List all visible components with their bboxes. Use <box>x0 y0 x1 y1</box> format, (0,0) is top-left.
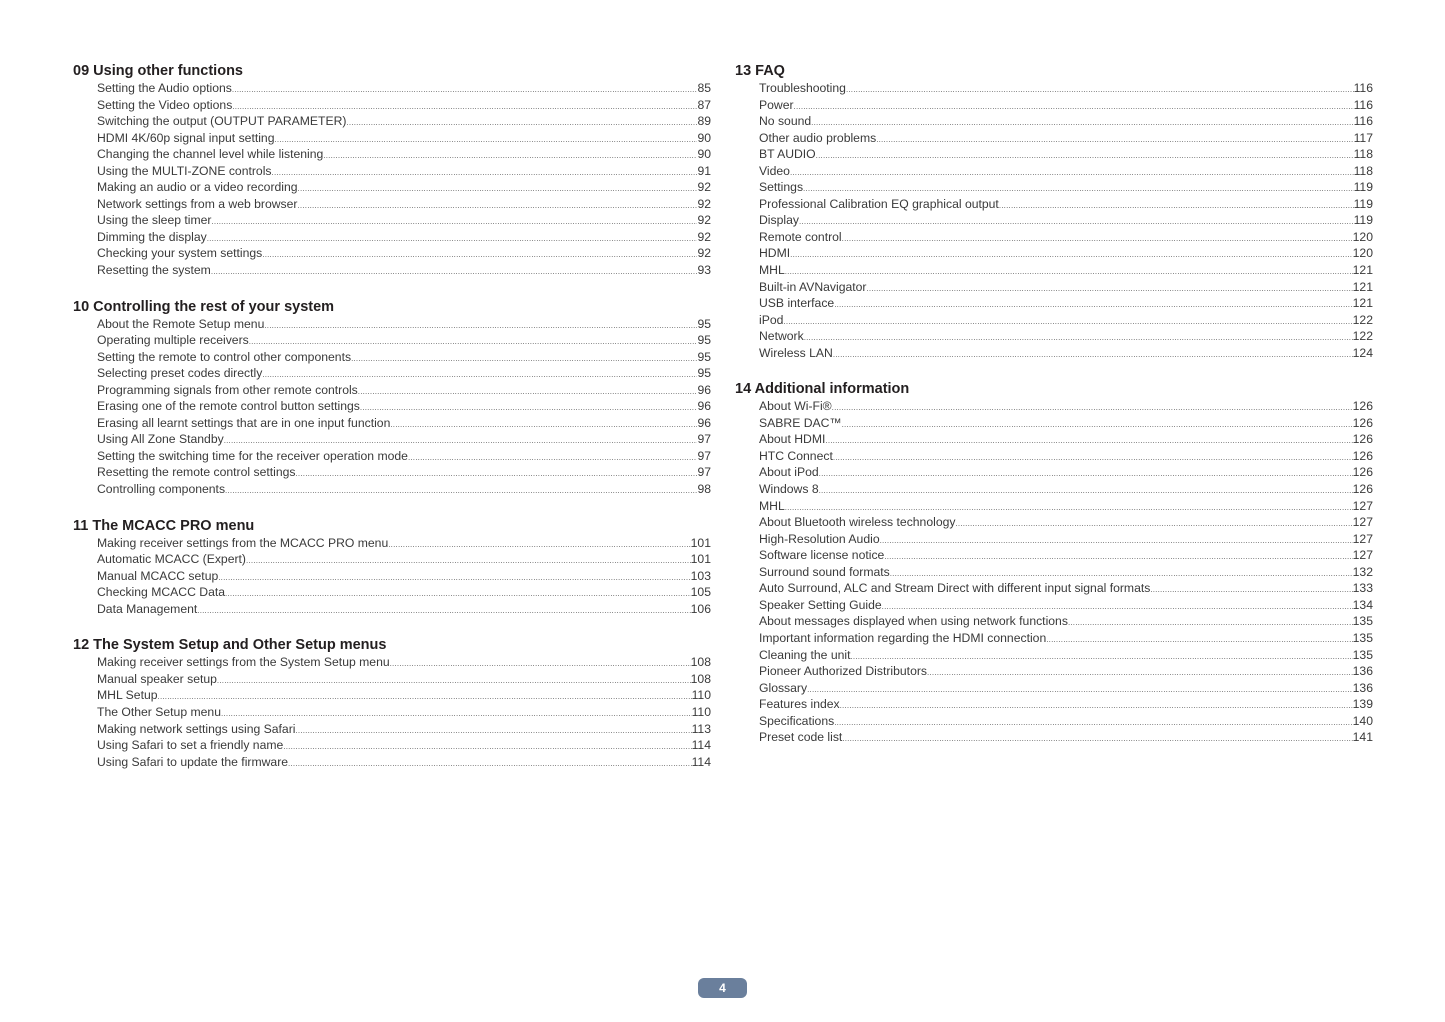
entry-page-number: 135 <box>1352 630 1373 645</box>
entry-page-number: 97 <box>697 448 711 463</box>
entry-page-number: 127 <box>1352 531 1373 546</box>
entry-page-number: 110 <box>691 688 711 703</box>
dot-leader <box>816 148 1354 165</box>
entry-label: Using Safari to set a friendly name <box>97 738 284 753</box>
dot-leader <box>408 450 697 467</box>
entry-page-number: 126 <box>1352 399 1373 414</box>
entry-label: About messages displayed when using network functions <box>759 614 1068 629</box>
toc-entry[interactable] <box>759 547 1373 564</box>
entry-page-number: 136 <box>1352 664 1373 679</box>
toc-entry[interactable] <box>759 464 1373 481</box>
toc-entry[interactable] <box>759 481 1373 498</box>
dot-leader <box>288 756 692 773</box>
dot-leader <box>295 723 691 740</box>
toc-entry[interactable] <box>759 613 1373 630</box>
entry-page-number: 124 <box>1352 345 1373 360</box>
toc-left-column <box>73 62 711 789</box>
entry-page-number: 113 <box>691 721 711 736</box>
dot-leader <box>785 264 1353 281</box>
dot-leader <box>298 181 698 198</box>
entry-page-number: 97 <box>697 432 711 447</box>
toc-entry[interactable] <box>759 680 1373 697</box>
entry-label: Selecting preset codes directly <box>97 366 263 381</box>
toc-entry[interactable] <box>97 97 711 114</box>
entry-label: Remote control <box>759 229 842 244</box>
entry-page-number: 105 <box>690 585 711 600</box>
toc-entry[interactable] <box>759 212 1373 229</box>
entry-label: The Other Setup menu <box>97 704 221 719</box>
entry-label: Preset code list <box>759 730 843 745</box>
entry-label: Erasing all learnt settings that are in one input function <box>97 415 391 430</box>
dot-leader <box>811 115 1353 132</box>
entry-label: About iPod <box>759 465 819 480</box>
dot-leader <box>842 231 1353 248</box>
dot-leader <box>283 739 691 756</box>
entry-label: Using All Zone Standby <box>97 432 224 447</box>
entry-label: USB interface <box>759 296 835 311</box>
entry-label: About Bluetooth wireless technology <box>759 515 956 530</box>
entry-page-number: 96 <box>697 415 711 430</box>
toc-entry[interactable] <box>759 531 1373 548</box>
dot-leader <box>866 281 1352 298</box>
entry-page-number: 139 <box>1352 697 1373 712</box>
entry-label: Manual speaker setup <box>97 671 217 686</box>
toc-entry[interactable] <box>759 97 1373 114</box>
entry-label: BT AUDIO <box>759 147 816 162</box>
entry-page-number: 95 <box>697 349 711 364</box>
toc-entry[interactable] <box>759 663 1373 680</box>
dot-leader <box>834 715 1352 732</box>
entry-label: Making receiver settings from the MCACC PRO menu <box>97 535 389 550</box>
toc-entry[interactable] <box>97 754 711 771</box>
entry-page-number: 133 <box>1352 581 1373 596</box>
dot-leader <box>832 400 1353 417</box>
entry-page-number: 103 <box>690 568 711 583</box>
entry-label: Glossary <box>759 680 808 695</box>
toc-entry[interactable] <box>759 245 1373 262</box>
toc-entry[interactable] <box>759 696 1373 713</box>
entry-page-number: 141 <box>1352 730 1373 745</box>
entry-page-number: 85 <box>697 81 711 95</box>
toc-entry[interactable] <box>759 196 1373 213</box>
entry-label: Checking your system settings <box>97 246 263 261</box>
dot-leader <box>218 570 690 587</box>
dot-leader <box>783 314 1352 331</box>
toc-entry[interactable] <box>759 398 1373 415</box>
dot-leader <box>804 330 1353 347</box>
entry-label: Power <box>759 97 794 112</box>
section-title: 13 FAQ <box>735 63 785 79</box>
toc-entry[interactable] <box>97 382 711 399</box>
toc-entry[interactable] <box>97 431 711 448</box>
dot-leader <box>275 132 698 149</box>
toc-entry[interactable] <box>759 564 1373 581</box>
dot-leader <box>225 483 697 500</box>
toc-entry[interactable] <box>97 179 711 196</box>
toc-entry[interactable] <box>97 316 711 333</box>
section-title: 09 Using other functions <box>73 63 243 79</box>
entry-page-number: 116 <box>1353 81 1373 95</box>
entry-label: HDMI <box>759 246 791 261</box>
dot-leader <box>158 689 692 706</box>
toc-entry[interactable] <box>97 415 711 432</box>
toc-entry[interactable] <box>97 245 711 262</box>
dot-leader <box>232 82 698 99</box>
entry-label: MHL <box>759 263 785 278</box>
dot-leader <box>819 466 1353 483</box>
dot-leader <box>388 537 690 554</box>
entry-page-number: 93 <box>697 263 711 278</box>
dot-leader <box>790 247 1353 264</box>
entry-label: Using the sleep timer <box>97 213 212 228</box>
entry-page-number: 110 <box>691 704 711 719</box>
toc-entry[interactable] <box>759 130 1373 147</box>
entry-label: Setting the Audio options <box>97 81 232 95</box>
dot-leader <box>876 132 1353 149</box>
entry-label: Built-in AVNavigator <box>759 279 867 294</box>
entry-page-number: 92 <box>697 229 711 244</box>
entry-label: Resetting the remote control settings <box>97 465 296 480</box>
entry-page-number: 101 <box>690 552 711 567</box>
dot-leader <box>298 198 698 215</box>
entry-label: Checking MCACC Data <box>97 585 226 600</box>
entry-label: Troubleshooting <box>759 81 846 95</box>
dot-leader <box>262 247 697 264</box>
toc-entry[interactable] <box>759 597 1373 614</box>
entry-label: Erasing one of the remote control button settings <box>97 399 360 414</box>
toc-entry[interactable] <box>97 535 711 552</box>
entry-label: Software license notice <box>759 548 885 563</box>
entry-label: Surround sound formats <box>759 564 890 579</box>
entry-label: Auto Surround, ALC and Stream Direct with different input signal formats <box>759 581 1151 596</box>
entry-label: Using the MULTI-ZONE controls <box>97 163 272 178</box>
toc-entry[interactable] <box>97 229 711 246</box>
entry-page-number: 119 <box>1353 213 1373 228</box>
entry-label: Other audio problems <box>759 130 877 145</box>
dot-leader <box>390 417 697 434</box>
entry-page-number: 118 <box>1353 147 1373 162</box>
entry-label: Switching the output (OUTPUT PARAMETER) <box>97 114 347 129</box>
entry-page-number: 135 <box>1352 647 1373 662</box>
entry-page-number: 92 <box>697 196 711 211</box>
toc-entry[interactable] <box>97 671 711 688</box>
entry-page-number: 126 <box>1352 482 1373 497</box>
toc-entry[interactable] <box>759 295 1373 312</box>
dot-leader <box>842 417 1353 434</box>
toc-entry[interactable] <box>759 514 1373 531</box>
page-number-badge: 4 <box>698 978 747 998</box>
entry-label: MHL Setup <box>97 688 158 703</box>
entry-label: SABRE DAC™ <box>759 415 842 430</box>
dot-leader <box>834 297 1352 314</box>
entry-page-number: 120 <box>1352 229 1373 244</box>
toc-entry[interactable] <box>97 551 711 568</box>
entry-label: Operating multiple receivers <box>97 333 249 348</box>
toc-entry[interactable] <box>759 498 1373 515</box>
dot-leader <box>225 586 691 603</box>
toc-right-column <box>735 62 1373 765</box>
entry-page-number: 92 <box>697 213 711 228</box>
toc-section <box>73 636 711 770</box>
entry-label: Resetting the system <box>97 263 211 278</box>
dot-leader <box>819 483 1353 500</box>
dot-leader <box>358 384 698 401</box>
toc-entry[interactable] <box>759 713 1373 730</box>
entry-label: Automatic MCACC (Expert) <box>97 552 246 567</box>
entry-page-number: 95 <box>697 366 711 381</box>
toc-entry[interactable] <box>97 481 711 498</box>
toc-section <box>73 62 711 279</box>
entry-label: HTC Connect <box>759 448 833 463</box>
toc-entry[interactable] <box>97 349 711 366</box>
entry-page-number: 127 <box>1352 548 1373 563</box>
toc-entry[interactable] <box>97 332 711 349</box>
toc-entry[interactable] <box>759 279 1373 296</box>
entry-label: Settings <box>759 180 804 195</box>
entry-page-number: 96 <box>697 382 711 397</box>
entry-page-number: 92 <box>697 246 711 261</box>
entry-page-number: 122 <box>1352 329 1373 344</box>
toc-entry[interactable] <box>97 654 711 671</box>
dot-leader <box>272 165 698 182</box>
dot-leader <box>884 549 1352 566</box>
entry-page-number: 134 <box>1352 597 1373 612</box>
dot-leader <box>264 318 697 335</box>
toc-section <box>73 517 711 618</box>
toc-entry[interactable] <box>97 365 711 382</box>
toc-entry[interactable] <box>759 229 1373 246</box>
entry-label: Using Safari to update the firmware <box>97 754 289 769</box>
entry-page-number: 126 <box>1352 432 1373 447</box>
entry-label: Specifications <box>759 713 835 728</box>
entry-page-number: 126 <box>1352 448 1373 463</box>
entry-label: Windows 8 <box>759 482 819 497</box>
toc-entry[interactable] <box>97 568 711 585</box>
dot-leader <box>1150 582 1352 599</box>
dot-leader <box>211 214 697 231</box>
entry-page-number: 136 <box>1352 680 1373 695</box>
entry-label: About HDMI <box>759 432 826 447</box>
dot-leader <box>790 165 1354 182</box>
dot-leader <box>207 231 698 248</box>
entry-page-number: 95 <box>697 333 711 348</box>
entry-page-number: 87 <box>697 97 711 112</box>
entry-label: Manual MCACC setup <box>97 568 219 583</box>
toc-entry[interactable] <box>97 704 711 721</box>
toc-entry[interactable] <box>759 179 1373 196</box>
entry-label: Network settings from a web browser <box>97 196 298 211</box>
entry-label: Important information regarding the HDMI connection <box>759 630 1047 645</box>
toc-entry[interactable] <box>97 163 711 180</box>
dot-leader <box>351 351 697 368</box>
toc-entry[interactable] <box>759 415 1373 432</box>
dot-leader <box>197 603 690 620</box>
toc-entry[interactable] <box>97 80 711 97</box>
toc-entry[interactable] <box>759 146 1373 163</box>
entry-page-number: 90 <box>697 147 711 162</box>
entry-label: Setting the remote to control other components <box>97 349 352 364</box>
entry-page-number: 96 <box>697 399 711 414</box>
toc-section <box>735 380 1373 745</box>
entry-label: Controlling components <box>97 482 226 497</box>
toc-section <box>735 62 1373 361</box>
dot-leader <box>360 400 698 417</box>
toc-entry[interactable] <box>759 262 1373 279</box>
dot-leader <box>1046 632 1352 649</box>
entry-page-number: 117 <box>1353 130 1373 145</box>
toc-entry[interactable] <box>759 345 1373 362</box>
entry-label: Wireless LAN <box>759 345 833 360</box>
dot-leader <box>211 264 698 281</box>
toc-entry[interactable] <box>97 687 711 704</box>
dot-leader <box>346 115 697 132</box>
toc-entry[interactable] <box>759 328 1373 345</box>
toc-entry[interactable] <box>97 212 711 229</box>
entry-page-number: 121 <box>1352 296 1373 311</box>
dot-leader <box>846 82 1354 99</box>
entry-page-number: 95 <box>697 316 711 331</box>
entry-page-number: 126 <box>1352 465 1373 480</box>
toc-entry[interactable] <box>759 580 1373 597</box>
entry-page-number: 119 <box>1353 196 1373 211</box>
dot-leader <box>999 198 1354 215</box>
dot-leader <box>390 656 691 673</box>
entry-label: Video <box>759 163 790 178</box>
entry-page-number: 119 <box>1353 180 1373 195</box>
dot-leader <box>246 553 691 570</box>
entry-page-number: 108 <box>690 655 711 670</box>
entry-page-number: 98 <box>697 482 711 497</box>
dot-leader <box>833 347 1353 364</box>
toc-entry[interactable] <box>759 630 1373 647</box>
entry-page-number: 114 <box>691 754 711 769</box>
toc-entry[interactable] <box>97 721 711 738</box>
dot-leader <box>794 99 1354 116</box>
dot-leader <box>799 214 1354 231</box>
toc-entry[interactable] <box>759 312 1373 329</box>
section-title: 14 Additional information <box>735 381 910 398</box>
entry-label: Features index <box>759 697 840 712</box>
entry-page-number: 90 <box>697 130 711 145</box>
dot-leader <box>842 731 1352 748</box>
entry-label: Cleaning the unit <box>759 647 851 662</box>
entry-label: Making receiver settings from the System Setup menu <box>97 655 390 670</box>
dot-leader <box>927 665 1353 682</box>
entry-label: Pioneer Authorized Distributors <box>759 664 927 679</box>
dot-leader <box>955 516 1352 533</box>
entry-label: iPod <box>759 312 784 327</box>
dot-leader <box>296 466 698 483</box>
entry-page-number: 116 <box>1353 114 1373 129</box>
section-title: 11 The MCACC PRO menu <box>73 517 255 534</box>
dot-leader <box>807 682 1353 699</box>
toc-entry[interactable] <box>97 464 711 481</box>
entry-page-number: 121 <box>1352 263 1373 278</box>
entry-page-number: 114 <box>691 738 711 753</box>
entry-page-number: 101 <box>690 535 711 550</box>
dot-leader <box>840 698 1353 715</box>
toc-entry[interactable] <box>97 113 711 130</box>
dot-leader <box>1068 615 1353 632</box>
entry-page-number: 140 <box>1352 713 1373 728</box>
toc-entry[interactable] <box>759 113 1373 130</box>
entry-label: Network <box>759 329 804 344</box>
dot-leader <box>833 450 1353 467</box>
entry-page-number: 116 <box>1353 97 1373 112</box>
entry-page-number: 121 <box>1352 279 1373 294</box>
entry-page-number: 89 <box>697 114 711 129</box>
section-title: 10 Controlling the rest of your system <box>73 298 335 315</box>
entry-label: Setting the switching time for the receiver operation mode <box>97 448 408 463</box>
entry-label: Dimming the display <box>97 229 207 244</box>
entry-page-number: 135 <box>1352 614 1373 629</box>
dot-leader <box>825 433 1352 450</box>
entry-page-number: 126 <box>1352 415 1373 430</box>
dot-leader <box>217 673 691 690</box>
toc-entry[interactable] <box>759 729 1373 746</box>
toc-entry[interactable] <box>97 601 711 618</box>
entry-page-number: 91 <box>697 163 711 178</box>
entry-page-number: 92 <box>697 180 711 195</box>
entry-page-number: 122 <box>1352 312 1373 327</box>
entry-label: MHL <box>759 498 785 513</box>
entry-label: Display <box>759 213 799 228</box>
entry-page-number: 120 <box>1352 246 1373 261</box>
entry-label: Professional Calibration EQ graphical output <box>759 196 999 211</box>
toc-entry[interactable] <box>97 737 711 754</box>
entry-label: Programming signals from other remote controls <box>97 382 358 397</box>
toc-entry[interactable] <box>97 262 711 279</box>
entry-page-number: 127 <box>1352 515 1373 530</box>
entry-label: Setting the Video options <box>97 97 233 112</box>
entry-page-number: 127 <box>1352 498 1373 513</box>
entry-label: HDMI 4K/60p signal input setting <box>97 130 275 145</box>
entry-page-number: 132 <box>1352 564 1373 579</box>
toc-section <box>73 298 711 498</box>
entry-page-number: 118 <box>1353 163 1373 178</box>
entry-label: Speaker Setting Guide <box>759 597 882 612</box>
toc-entry[interactable] <box>759 163 1373 180</box>
toc-entry[interactable] <box>97 146 711 163</box>
entry-label: About the Remote Setup menu <box>97 316 265 331</box>
toc-entry[interactable] <box>97 130 711 147</box>
entry-label: High-Resolution Audio <box>759 531 880 546</box>
entry-label: Making network settings using Safari <box>97 721 296 736</box>
section-title: 12 The System Setup and Other Setup menus <box>73 637 387 654</box>
toc-entry[interactable] <box>759 448 1373 465</box>
toc-entry[interactable] <box>97 448 711 465</box>
entry-label: About Wi-Fi® <box>759 399 832 414</box>
entry-page-number: 106 <box>690 601 711 616</box>
dot-leader <box>880 533 1353 550</box>
entry-page-number: 97 <box>697 465 711 480</box>
dot-leader <box>323 148 697 165</box>
entry-label: No sound <box>759 114 812 129</box>
entry-label: Data Management <box>97 601 198 616</box>
toc-entry[interactable] <box>97 196 711 213</box>
toc-entry[interactable] <box>759 80 1373 97</box>
toc-entry[interactable] <box>97 398 711 415</box>
toc-entry[interactable] <box>97 584 711 601</box>
entry-label: Making an audio or a video recording <box>97 180 298 195</box>
entry-label: Changing the channel level while listening <box>97 147 324 162</box>
toc-entry[interactable] <box>759 431 1373 448</box>
toc-entry[interactable] <box>759 647 1373 664</box>
entry-page-number: 108 <box>690 671 711 686</box>
